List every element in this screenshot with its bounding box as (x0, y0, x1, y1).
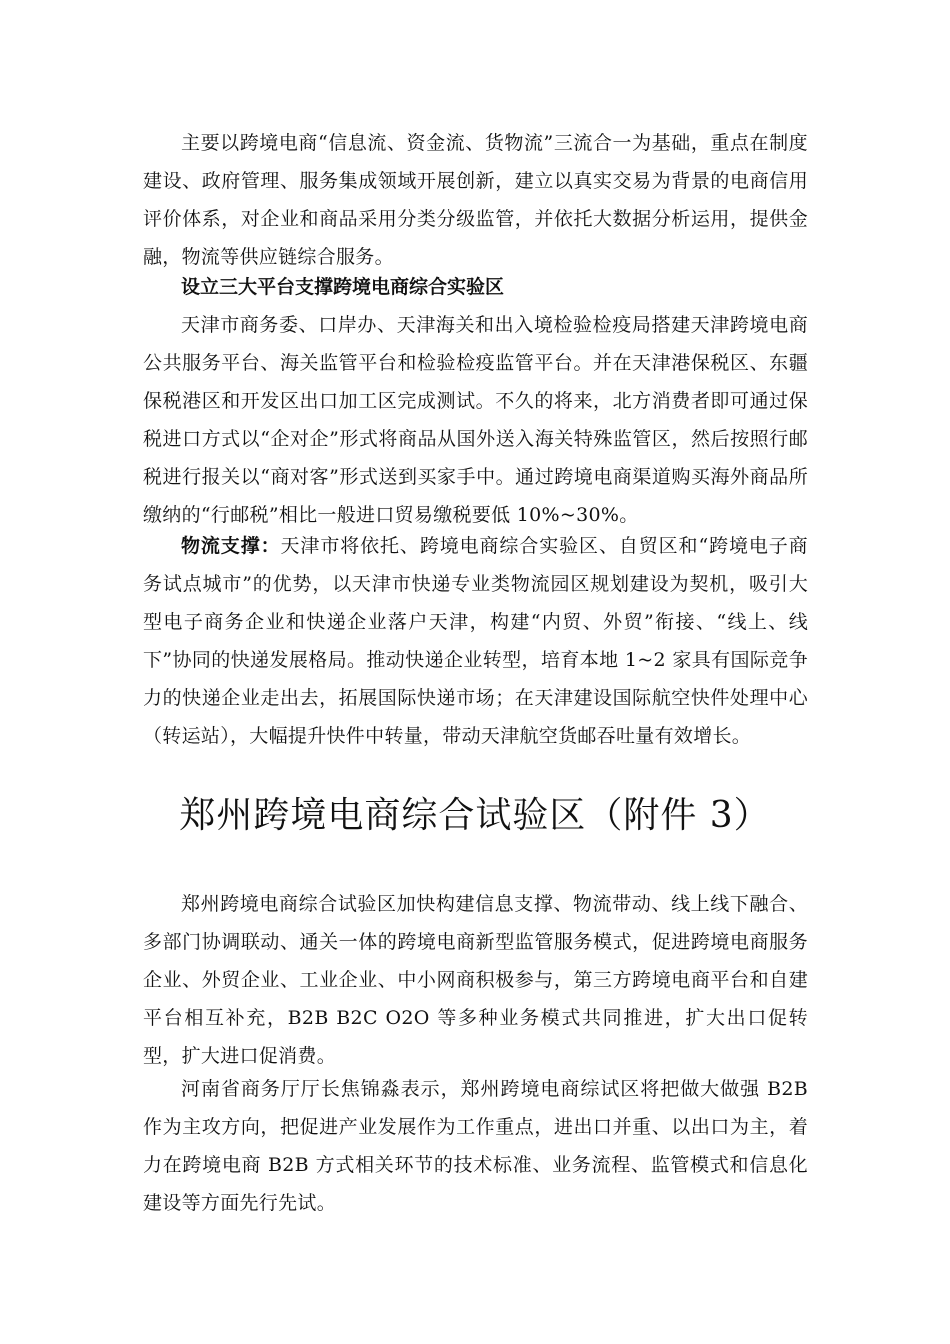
logistics-paragraph-block (143, 527, 808, 755)
platform-heading: 设立三大平台支撑跨境电商综合实验区 (181, 276, 505, 298)
logistics-lead-label: 物流支撑： (181, 535, 281, 557)
intro-paragraph: 主要以跨境电商“信息流、资金流、货物流”三流合一为基础，重点在制度建设、政府管理、服务集成领域开展创新，建立以真实交易为背景的电商信用评价体系，对企业和商品采用分类分级监管，并依托大数据分析运用，提供金融，物流等供应链综合服务。 (143, 132, 808, 268)
zhengzhou-paragraph-2: 河南省商务厅厅长焦锦淼表示，郑州跨境电商综试区将把做大做强 B2B 作为主攻方向，把促进产业发展作为工作重点，进出口并重、以出口为主，着力在跨境电商 B2B 方式相关环节的技术标准、业务流程、监管模式和信息化建设等方面先行先试。 (143, 1078, 808, 1214)
zhengzhou-section-title: 郑州跨境电商综合试验区（附件 3） (179, 795, 771, 836)
logistics-paragraph: 天津市将依托、跨境电商综合实验区、自贸区和“跨境电子商务试点城市”的优势，以天津市快递专业类物流园区规划建设为契机，吸引大型电子商务企业和快递企业落户天津，构建“内贸、外贸”衔接、“线上、线下”协同的快递发展格局。推动快递企业转型，培育本地 1~2 家具有国际竞争力的快递企业走出去，拓展国际快递市场；在天津建设国际航空快件处理中心（转运站），大幅提升快件中转量，带动天津航空货邮吞吐量有效增长。 (143, 535, 808, 747)
platform-paragraph: 天津市商务委、口岸办、天津海关和出入境检验检疫局搭建天津跨境电商公共服务平台、海关监管平台和检验检疫监管平台。并在天津港保税区、东疆保税港区和开发区出口加工区完成测试。不久的将来，北方消费者即可通过保税进口方式以“企对企”形式将商品从国外送入海关特殊监管区，然后按照行邮税进行报关以“商对客”形式送到买家手中。通过跨境电商渠道购买海外商品所缴纳的“行邮税”相比一般进口贸易缴税要低 10%~30%。 (143, 314, 808, 526)
zhengzhou-paragraph-1: 郑州跨境电商综合试验区加快构建信息支撑、物流带动、线上线下融合、多部门协调联动、通关一体的跨境电商新型监管服务模式，促进跨境电商服务企业、外贸企业、工业企业、中小网商积极参与，第三方跨境电商平台和自建平台相互补充，B2B B2C O2O 等多种业务模式共同推进，扩大出口促转型，扩大进口促消费。 (143, 893, 808, 1067)
